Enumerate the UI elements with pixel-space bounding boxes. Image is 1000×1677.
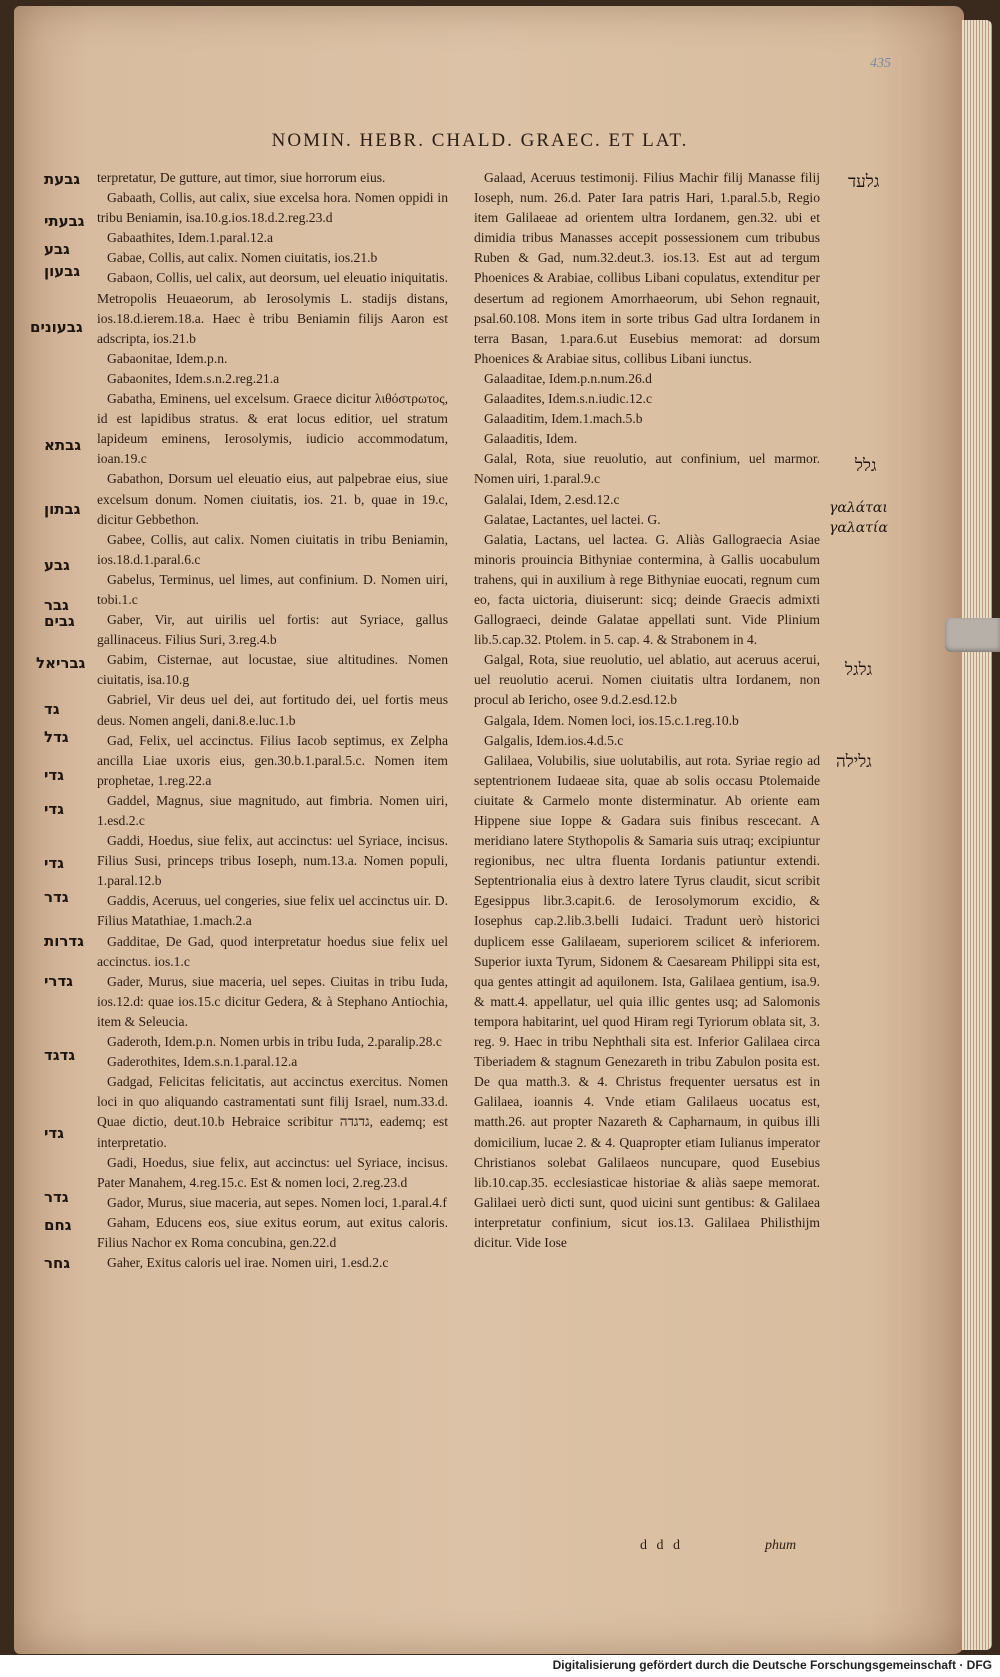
entry-paragraph: Gabatha, Eminens, uel excelsum. Graece dicitur λιθόστρωτος, id est lapidibus stratus. & erat locus editior, uel stratum lapideum eminens, Ierosolymis, iudicio accommodatum, ioan.19.c <box>97 391 448 467</box>
hebrew-headword: גדרות <box>44 932 84 950</box>
hebrew-headword: גבר <box>44 596 69 614</box>
entry-paragraph: Galgala, Idem. Nomen loci, ios.15.c.1.reg.10.b <box>484 712 739 728</box>
hebrew-headword: גדי <box>44 1124 64 1142</box>
hebrew-headword: גדגד <box>44 1046 76 1064</box>
hebrew-headword: גבים <box>44 612 75 630</box>
entry-paragraph: Gadi, Hoedus, siue felix, aut accinctus: uel Syriace, incisus. Pater Manahem, 4.reg.15.c. Est & nomen loci, 2.reg.23.d <box>97 1154 448 1190</box>
entry-paragraph: Gabim, Cisternae, aut locustae, siue altitudines. Nomen ciuitatis, isa.10.g <box>97 652 448 688</box>
hebrew-headword: גבעונים <box>30 318 83 336</box>
hebrew-headword: גדר <box>44 1188 69 1206</box>
entry-paragraph: Gabathon, Dorsum uel eleuatio eius, aut palpebrae eius, siue excelsum donum. Nomen ciuitatis, ios. 21. b, quae in 19.c, dicitur Gebbethon. <box>97 471 448 527</box>
hebrew-headword: גבע <box>44 556 70 574</box>
catchword: phum <box>765 1538 797 1553</box>
hebrew-headword: גבתון <box>44 500 81 518</box>
hebrew-headword: גד <box>44 700 60 718</box>
entry-paragraph: Gabelus, Terminus, uel limes, aut confinium. D. Nomen uiri, tobi.1.c <box>97 571 448 607</box>
hebrew-headword: גדר <box>44 888 69 906</box>
hebrew-headword: גחם <box>44 1216 72 1234</box>
entry-paragraph: Galaadites, Idem.s.n.iudic.12.c <box>484 391 652 407</box>
left-column <box>97 168 448 1273</box>
footer-credit: Digitalisierung gefördert durch die Deutsche Forschungsgemeinschaft · DFG <box>552 1658 992 1672</box>
entry-paragraph: Galalai, Idem, 2.esd.12.c <box>484 491 620 507</box>
bookmark-tab <box>945 618 1000 652</box>
entry-paragraph: Gabaon, Collis, uel calix, aut deorsum, uel eleuatio iniquitatis. Metropolis Heuaeorum, ab Ierosolymis L. stadijs distans, ios.18.d.ierem.18.a. Haec è tribu Beniamin filijs Aaron est adscripta, ios.21.b <box>97 270 448 346</box>
signature-mark: d d d <box>640 1538 683 1553</box>
entry-paragraph: Galilaea, Volubilis, siue uolutabilis, aut rota. Syriae regio ad septentrionem Iudaeae sita, quae ab solis occasu Ptolemaide ciuitate & Carmelo monte disterminatur. Ab oriente eam Hippene siue Ioppe & Gadara suis finibus rescecant. A meridiano latere Stythopolis & Samaria suis utraq; excipiuntur regionibus, nec ultra fluenta Iordanis patiuntur extendi. Septentrionalia eius à dextro latere Tyrus claudit, sicut scribit Egesippus libr.3.capit.6. de Ierosolymorum excidio, & Iosephus cap.2.lib.3.belli Iudaici. Tradunt uerò historici duplicem esse Galilaeam, superiorem scilicet & inferiorem. Superior iuxta Tyrum, Sidonem & Caesaream Philippi sita est, qua gentes attingit ad aquilonem. Ista, Galilaea gentium, isa.9. & matt.4. appellatur, uel quia illic gentes usq; ad Salomonis tempora habitarint, uel quod Hiram regi Tyriorum oblata sit, 3. reg. 9. Haec in tribu Nephthali sita est. Inferior Galilaea circa Tiberiadem & stagnum Genezareth in tribu Zabulon posita est. De qua matth.3. & 4. Christus frequenter uersatus est in Galilaea, ioannis 4. Vnde etiam Galilaeus uocatus est, matth.26. aut propter Nazareth & Capharnaum, in quibus illi domicilium, lucae 2. & 4. Quapropter etiam Iulianus imperator Christianos solebat Galilaeos nuncupare, quod Eusebius lib.10.cap.35. ecclesiasticae historiae & aliàs saepe memorat. Galilaei uerò dicti sunt, quod uicini sunt gentibus: & Galilaea interpretatur confinium, sicut ios.13. Galilaea Philisthijm dicitur. Vide Iose <box>474 752 820 1250</box>
entry-paragraph: Gabaathites, Idem.1.paral.12.a <box>107 230 274 246</box>
folio-number: 435 <box>870 56 891 71</box>
hebrew-headword: גבריאל <box>36 654 86 672</box>
hebrew-headword: גבתא <box>44 436 82 454</box>
page-edges <box>962 20 992 1650</box>
right-column <box>474 168 820 1253</box>
entry-paragraph: Gabae, Collis, aut calix. Nomen ciuitatis, ios.21.b <box>107 250 378 266</box>
entry-paragraph: Gabaath, Collis, aut calix, siue excelsa hora. Nomen oppidi in tribu Beniamin, isa.10.g.ios.18.d.2.reg.23.d <box>97 190 448 226</box>
entry-paragraph: Gabaonites, Idem.s.n.2.reg.21.a <box>107 370 280 386</box>
entry-paragraph: Gad, Felix, uel accinctus. Filius Iacob septimus, ex Zelpha ancilla Liae uxoris eius, gen.30.b.1.paral.5.c. Nomen item prophetae, 1.reg.22.a <box>97 732 448 788</box>
entry-paragraph: Gaher, Exitus caloris uel irae. Nomen uiri, 1.esd.2.c <box>107 1255 389 1271</box>
entry-paragraph: Galgalis, Idem.ios.4.d.5.c <box>484 732 624 748</box>
hebrew-headword: גחר <box>44 1254 71 1272</box>
entry-paragraph: Galgal, Rota, siue reuolutio, uel ablatio, aut aceruus acerui, uel reuolutio acerui. Nomen ciuitatis ultra Iordanem, non procul ab Iericho, osee 9.d.2.esd.12.b <box>474 652 820 708</box>
entry-paragraph: Galatia, Lactans, uel lactea. G. Aliàs Gallograecia Asiae minoris prouincia Bithyniae contermina, à Gallis uocabulum trahens, qui in auxilium à rege Bithyniae euocati, regnum cum eo, facta uictoria, diuiserunt: sicq; deinde Graecis admixti Gallograeci, deinde Galatae appellati sunt. Vide Plinium lib.5.cap.32. Ptolem. in 5. cap. 4. & Strabonem in 4. <box>474 531 820 648</box>
entry-paragraph: Gabaonitae, Idem.p.n. <box>107 350 228 366</box>
margin-word: גלילה <box>836 752 872 772</box>
entry-paragraph: Galaad, Aceruus testimonij. Filius Machir filij Manasse filij Ioseph, num. 26.d. Pater Iara patris Hari, 1.paral.5.b, Regio item Galilaeae ad orientem ultra Iordanem, gen.32. ubi et dimidia tribus Manasses accepit possessionem cum tribubus Ruben & Gad, num.32.deut.3. ios.13. Est aut ad tergum Phoenices & Arabiae, collibus Libani copulatus, extenditur per desertum ad regionem Amorrhaeorum, ubi Sehon regnauit, psal.60.108. Mons item in sorte tribus Gad ultra Iordanem in terra Basan, 1.para.6.ut Eusebius memorat: ad dorsum Phoenices & Arabiae situs, collibus Libani iunctus. <box>474 170 820 366</box>
entry-paragraph: Gaddel, Magnus, siue magnitudo, aut fimbria. Nomen uiri, 1.esd.2.c <box>97 792 448 828</box>
entry-paragraph: Gabee, Collis, aut calix. Nomen ciuitatis in tribu Beniamin, ios.18.d.1.paral.6.c <box>97 531 448 567</box>
entry-paragraph: Gaderothites, Idem.s.n.1.paral.12.a <box>107 1054 298 1070</box>
footer-bar <box>0 1655 1000 1677</box>
hebrew-headword: גדי <box>44 854 64 872</box>
running-header: NOMIN. HEBR. CHALD. GRAEC. ET LAT. <box>271 130 689 151</box>
entry-paragraph: Gaderoth, Idem.p.n. Nomen urbis in tribu Iuda, 2.paralip.28.c <box>107 1034 442 1050</box>
hebrew-headword: גדי <box>44 800 64 818</box>
entry-paragraph: Gadditae, De Gad, quod interpretatur hoedus siue felix uel accinctus. ios.1.c <box>97 933 448 969</box>
margin-word: γαλάται <box>829 500 888 516</box>
entry-paragraph: Gabriel, Vir deus uel dei, aut fortitudo dei, uel fortis meus deus. Nomen angeli, dani.8.e.luc.1.b <box>97 692 448 728</box>
hebrew-headword: גדל <box>44 728 69 746</box>
hebrew-headword: גבע <box>44 240 70 258</box>
margin-word: γαλατία <box>829 520 888 536</box>
entry-paragraph: Galaaditae, Idem.p.n.num.26.d <box>484 370 652 386</box>
entry-paragraph: Galal, Rota, siue reuolutio, aut confinium, uel marmor. Nomen uiri, 1.paral.9.c <box>474 451 820 487</box>
margin-word: גלל <box>855 456 877 476</box>
entry-paragraph: Gaber, Vir, aut uirilis uel fortis: aut Syriace, gallus gallinaceus. Filius Suri, 3.reg.4.b <box>97 612 448 648</box>
entry-paragraph: Galaaditis, Idem. <box>484 431 578 447</box>
entry-paragraph: Gader, Murus, siue maceria, uel sepes. Ciuitas in tribu Iuda, ios.12.d: quae ios.15.c dicitur Gedera, & à Stephano Antiochia, item & Seleucia. <box>97 973 448 1029</box>
hebrew-headword: גבעתי <box>44 212 85 230</box>
entry-paragraph: Galaaditim, Idem.1.mach.5.b <box>484 411 643 427</box>
entry-paragraph: Gaddis, Aceruus, uel congeries, siue felix uel accinctus uir. D. Filius Matathiae, 1.mach.2.a <box>97 893 448 929</box>
entry-paragraph: Gador, Murus, siue maceria, aut sepes. Nomen loci, 1.paral.4.f <box>107 1194 447 1210</box>
hebrew-headword: גבעון <box>44 262 81 280</box>
margin-word: גלעד <box>848 172 880 192</box>
entry-paragraph: Gaddi, Hoedus, siue felix, aut accinctus: uel Syriace, incisus. Filius Susi, princeps tribus Ioseph, num.13.a. Nomen populi, 1.paral.12.b <box>97 833 448 889</box>
entry-paragraph: terpretatur, De gutture, aut timor, siue horrorum eius. <box>97 170 386 185</box>
entry-paragraph: Gadgad, Felicitas felicitatis, aut accinctus exercitus. Nomen loci in quo aliquando castramentati sunt filij Israel, num.33.d. Quae dictio, deut.10.b Hebraice scribitur גדגדה, eademq; est interpretatio. <box>97 1074 448 1150</box>
hebrew-headword: גבעת <box>44 170 81 188</box>
hebrew-headword: גדרי <box>44 972 73 990</box>
entry-paragraph: Gaham, Educens eos, siue exitus eorum, aut exitus caloris. Filius Nachor ex Roma concubina, gen.22.d <box>97 1214 448 1250</box>
hebrew-headword: גדי <box>44 766 64 784</box>
margin-word: גלגל <box>845 660 873 680</box>
entry-paragraph: Galatae, Lactantes, uel lactei. G. <box>484 511 661 527</box>
